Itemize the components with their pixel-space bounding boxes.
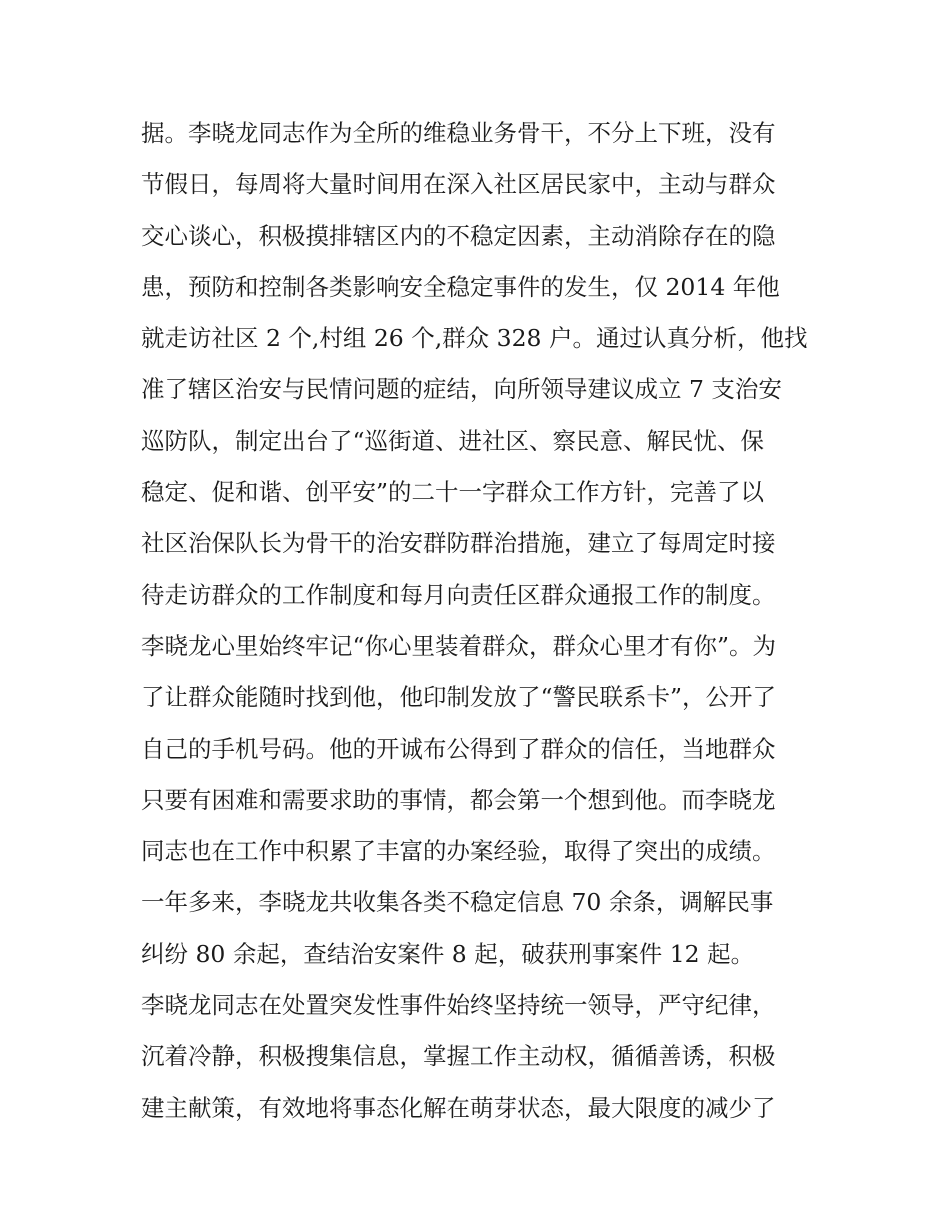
text-line: 准了辖区治安与民情问题的症结，向所领导建议成立 7 支治安 — [141, 375, 782, 404]
text-line: 纠纷 80 余起，查结治安案件 8 起，破获刑事案件 12 起。 — [141, 939, 755, 968]
text-line: 同志也在工作中积累了丰富的办案经验，取得了突出的成绩。 — [141, 837, 776, 866]
text-line: 自己的手机号码。他的开诚布公得到了群众的信任，当地群众 — [141, 734, 776, 763]
text-line: 社区治保队长为骨干的治安群防群治措施，建立了每周定时接 — [141, 529, 776, 558]
text-line: 患，预防和控制各类影响安全稳定事件的发生，仅 2014 年他 — [141, 272, 780, 301]
text-line: 建主献策，有效地将事态化解在萌芽状态，最大限度的减少了 — [141, 1093, 776, 1122]
text-line: 交心谈心，积极摸排辖区内的不稳定因素，主动消除存在的隐 — [141, 221, 776, 250]
text-line: 李晓龙心里始终牢记“你心里装着群众，群众心里才有你”。为 — [141, 631, 777, 660]
body-text — [141, 108, 813, 1134]
text-line: 巡防队，制定出台了“巡街道、进社区、察民意、解民忧、保 — [141, 426, 765, 455]
text-line: 据。李晓龙同志作为全所的维稳业务骨干，不分上下班，没有 — [141, 119, 776, 147]
text-line: 稳定、促和谐、创平安”的二十一字群众工作方针，完善了以 — [141, 478, 765, 507]
text-line: 李晓龙同志在处置突发性事件始终坚持统一领导，严守纪律， — [141, 991, 776, 1020]
text-line: 节假日，每周将大量时间用在深入社区居民家中，主动与群众 — [141, 170, 776, 199]
text-line: 待走访群众的工作制度和每月向责任区群众通报工作的制度。 — [141, 580, 776, 609]
text-line: 一年多来，李晓龙共收集各类不稳定信息 70 余条，调解民事 — [141, 888, 774, 917]
text-line: 沉着冷静，积极搜集信息，掌握工作主动权，循循善诱，积极 — [141, 1042, 776, 1071]
text-line: 了让群众能随时找到他，他印制发放了“警民联系卡”，公开了 — [141, 683, 777, 712]
text-line: 只要有困难和需要求助的事情，都会第一个想到他。而李晓龙 — [141, 785, 776, 814]
text-line: 就走访社区 2 个,村组 26 个,群众 328 户。通过认真分析，他找 — [141, 324, 808, 353]
